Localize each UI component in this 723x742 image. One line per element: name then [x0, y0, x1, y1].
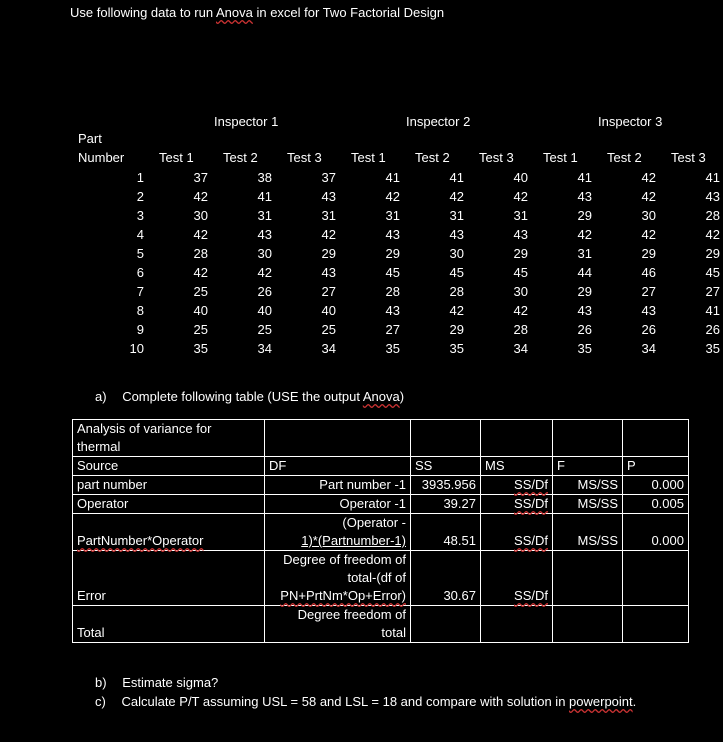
measurement-cell: 40: [193, 303, 208, 318]
measurement-cell: 40: [513, 170, 528, 185]
test-header: Test 1: [159, 150, 194, 165]
measurement-cell: 43: [577, 189, 592, 204]
f-cell: [553, 606, 623, 643]
measurement-cell: 35: [385, 341, 400, 356]
measurement-cell: 42: [641, 170, 656, 185]
df-cell: Operator -1: [265, 495, 411, 514]
measurement-cell: 29: [385, 246, 400, 261]
measurement-cell: 29: [577, 208, 592, 223]
measurement-cell: 29: [641, 246, 656, 261]
number-label: Number: [78, 150, 125, 165]
ms-value: SS/Df: [514, 477, 548, 492]
source-cell: [73, 514, 265, 551]
measurement-cell: 30: [641, 208, 656, 223]
table-title-row: [73, 420, 689, 457]
df-cell: Part number -1: [265, 476, 411, 495]
measurement-cell: 31: [513, 208, 528, 223]
df-line1: Degree freedom of: [297, 607, 406, 622]
row-part-number: [73, 476, 689, 495]
measurement-cell: 29: [449, 322, 464, 337]
measurement-cell: 42: [513, 189, 528, 204]
measurement-cell: 34: [321, 341, 336, 356]
p-cell: 0.005: [623, 495, 689, 514]
ms-value: SS/Df: [514, 496, 548, 511]
df-line1: (Operator -: [342, 515, 406, 530]
measurement-cell: 26: [641, 322, 656, 337]
test-header: Test 3: [671, 150, 706, 165]
measurement-cell: 42: [641, 227, 656, 242]
heading-text-end: in excel for Two Factorial Design: [252, 5, 445, 20]
inspector-2-label: Inspector 2: [406, 114, 471, 129]
measurement-cell: 31: [385, 208, 400, 223]
test-header: Test 3: [479, 150, 514, 165]
measurement-cell: 42: [449, 303, 464, 318]
source-value: PartNumber*Operator: [77, 533, 204, 548]
df-cell: [265, 606, 411, 643]
header-p: P: [623, 457, 689, 476]
measurement-cell: 31: [449, 208, 464, 223]
part-number-cell: 2: [136, 189, 144, 204]
ss-cell: 30.67: [411, 551, 481, 606]
measurement-cell: 42: [577, 227, 592, 242]
measurement-cell: 41: [705, 170, 720, 185]
part-number-cell: 6: [136, 265, 144, 280]
df-cell: [265, 551, 411, 606]
measurement-cell: 42: [193, 265, 208, 280]
anova-table: [72, 419, 689, 643]
measurement-cell: 35: [449, 341, 464, 356]
measurement-cell: 41: [577, 170, 592, 185]
f-cell: MS/SS: [553, 495, 623, 514]
table-header-row: [73, 457, 689, 476]
table-title-line1: Analysis of variance for: [77, 421, 212, 436]
question-b: [95, 675, 218, 690]
measurement-cell: 29: [705, 246, 720, 261]
f-cell: MS/SS: [553, 514, 623, 551]
measurement-cell: 27: [321, 284, 336, 299]
p-cell: 0.000: [623, 476, 689, 495]
part-number-cell: 8: [136, 303, 144, 318]
measurement-cell: 37: [321, 170, 336, 185]
question-a: [95, 389, 404, 404]
heading-anova: Anova: [215, 5, 253, 20]
p-cell: 0.000: [623, 514, 689, 551]
measurement-cell: 45: [513, 265, 528, 280]
measurement-cell: 31: [257, 208, 272, 223]
row-error: [73, 551, 689, 606]
measurement-cell: 38: [257, 170, 272, 185]
measurement-cell: 35: [193, 341, 208, 356]
measurement-cell: 31: [577, 246, 592, 261]
header-source: Source: [73, 457, 265, 476]
test-header: Test 3: [287, 150, 322, 165]
question-c-label: c): [95, 694, 106, 709]
ss-cell: [411, 606, 481, 643]
measurement-cell: 34: [641, 341, 656, 356]
part-number-cell: 1: [136, 170, 144, 185]
ms-value: SS/Df: [514, 533, 548, 548]
measurement-cell: 26: [257, 284, 272, 299]
measurement-cell: 43: [577, 303, 592, 318]
measurement-cell: 42: [513, 303, 528, 318]
source-cell: part number: [73, 476, 265, 495]
part-number-cell: 9: [136, 322, 144, 337]
p-cell: [623, 551, 689, 606]
df-line2: total: [381, 625, 406, 640]
df-line2: 1)*(Partnumber-1): [301, 533, 406, 548]
question-a-text-end: ): [399, 389, 405, 404]
measurement-cell: 41: [449, 170, 464, 185]
question-c-powerpoint: powerpoint: [569, 694, 633, 709]
measurement-cell: 43: [321, 189, 336, 204]
measurement-cell: 42: [193, 189, 208, 204]
measurement-cell: 26: [577, 322, 592, 337]
measurement-cell: 35: [577, 341, 592, 356]
source-cell: Error: [73, 551, 265, 606]
ss-cell: 39.27: [411, 495, 481, 514]
part-number-cell: 5: [136, 246, 144, 261]
measurement-cell: 45: [449, 265, 464, 280]
df-cell: [265, 514, 411, 551]
measurement-cell: 29: [321, 246, 336, 261]
measurement-cell: 28: [385, 284, 400, 299]
measurement-cell: 40: [321, 303, 336, 318]
measurement-cell: 25: [257, 322, 272, 337]
measurement-cell: 43: [385, 303, 400, 318]
measurement-cell: 30: [257, 246, 272, 261]
question-a-label: a): [95, 389, 107, 404]
measurement-cell: 26: [705, 322, 720, 337]
question-a-anova: Anova: [362, 389, 400, 404]
ss-cell: 3935.956: [411, 476, 481, 495]
measurement-cell: 27: [705, 284, 720, 299]
measurement-cell: 30: [513, 284, 528, 299]
measurement-cell: 28: [705, 208, 720, 223]
ms-cell: [481, 476, 553, 495]
question-b-label: b): [95, 675, 107, 690]
part-number-cell: 4: [136, 227, 144, 242]
part-number-cell: 7: [136, 284, 144, 299]
ms-cell: [481, 495, 553, 514]
measurement-cell: 40: [257, 303, 272, 318]
measurement-cell: 34: [257, 341, 272, 356]
measurement-cell: 27: [641, 284, 656, 299]
ms-cell: [481, 551, 553, 606]
part-label: Part: [78, 131, 102, 146]
instructions-heading: [70, 5, 444, 20]
measurement-cell: 35: [705, 341, 720, 356]
question-c-text-end: .: [632, 694, 637, 709]
measurement-cell: 43: [705, 189, 720, 204]
part-number-cell: 10: [129, 341, 144, 356]
measurement-cell: 29: [513, 246, 528, 261]
measurement-cell: 25: [321, 322, 336, 337]
measurement-cell: 43: [641, 303, 656, 318]
question-c: [95, 694, 636, 709]
header-f: F: [553, 457, 623, 476]
measurement-cell: 44: [577, 265, 592, 280]
ms-cell: [481, 514, 553, 551]
header-ms: MS: [481, 457, 553, 476]
measurement-cell: 42: [321, 227, 336, 242]
header-df: DF: [265, 457, 411, 476]
measurement-cell: 27: [385, 322, 400, 337]
measurement-cell: 42: [641, 189, 656, 204]
ms-value: SS/Df: [514, 588, 548, 603]
measurement-cell: 42: [705, 227, 720, 242]
measurement-cell: 41: [705, 303, 720, 318]
measurement-cell: 42: [193, 227, 208, 242]
measurement-cell: 30: [449, 246, 464, 261]
row-operator: [73, 495, 689, 514]
measurement-cell: 43: [385, 227, 400, 242]
measurement-cell: 43: [321, 265, 336, 280]
measurement-cell: 29: [577, 284, 592, 299]
f-cell: [553, 551, 623, 606]
measurement-cell: 28: [513, 322, 528, 337]
row-total: [73, 606, 689, 643]
measurement-cell: 43: [257, 227, 272, 242]
df-line3: PN+PrtNm*Op+Error): [280, 588, 406, 603]
measurement-cell: 28: [449, 284, 464, 299]
question-b-text: Estimate sigma?: [122, 675, 219, 690]
measurement-cell: 42: [449, 189, 464, 204]
ms-cell: [481, 606, 553, 643]
row-interaction: [73, 514, 689, 551]
measurement-cell: 30: [193, 208, 208, 223]
measurement-cell: 46: [641, 265, 656, 280]
measurement-cell: 25: [193, 284, 208, 299]
measurement-cell: 45: [385, 265, 400, 280]
table-title-line2: thermal: [77, 439, 121, 454]
source-cell: Operator: [73, 495, 265, 514]
f-cell: MS/SS: [553, 476, 623, 495]
df-line1: Degree of freedom of: [283, 552, 406, 567]
measurement-cell: 31: [321, 208, 336, 223]
measurement-cell: 41: [257, 189, 272, 204]
measurement-cell: 43: [449, 227, 464, 242]
measurement-cell: 34: [513, 341, 528, 356]
part-number-cell: 3: [136, 208, 144, 223]
ss-cell: 48.51: [411, 514, 481, 551]
measurement-cell: 37: [193, 170, 208, 185]
measurement-cell: 42: [257, 265, 272, 280]
test-header: Test 2: [415, 150, 450, 165]
test-header: Test 1: [543, 150, 578, 165]
df-line2: total-(df of: [347, 570, 406, 585]
question-c-text: Calculate P/T assuming USL = 58 and LSL = 18 and compare with solution in: [121, 694, 570, 709]
header-ss: SS: [411, 457, 481, 476]
test-header: Test 1: [351, 150, 386, 165]
inspector-1-label: Inspector 1: [214, 114, 279, 129]
measurement-cell: 45: [705, 265, 720, 280]
table-title: [73, 420, 265, 457]
test-header: Test 2: [607, 150, 642, 165]
p-cell: [623, 606, 689, 643]
measurement-cell: 42: [385, 189, 400, 204]
source-cell: Total: [73, 606, 265, 643]
inspector-3-label: Inspector 3: [598, 114, 663, 129]
question-a-text: Complete following table (USE the output: [122, 389, 363, 404]
measurement-cell: 25: [193, 322, 208, 337]
measurement-cell: 43: [513, 227, 528, 242]
test-header: Test 2: [223, 150, 258, 165]
heading-text: Use following data to run: [70, 5, 216, 20]
measurement-cell: 41: [385, 170, 400, 185]
measurement-cell: 28: [193, 246, 208, 261]
